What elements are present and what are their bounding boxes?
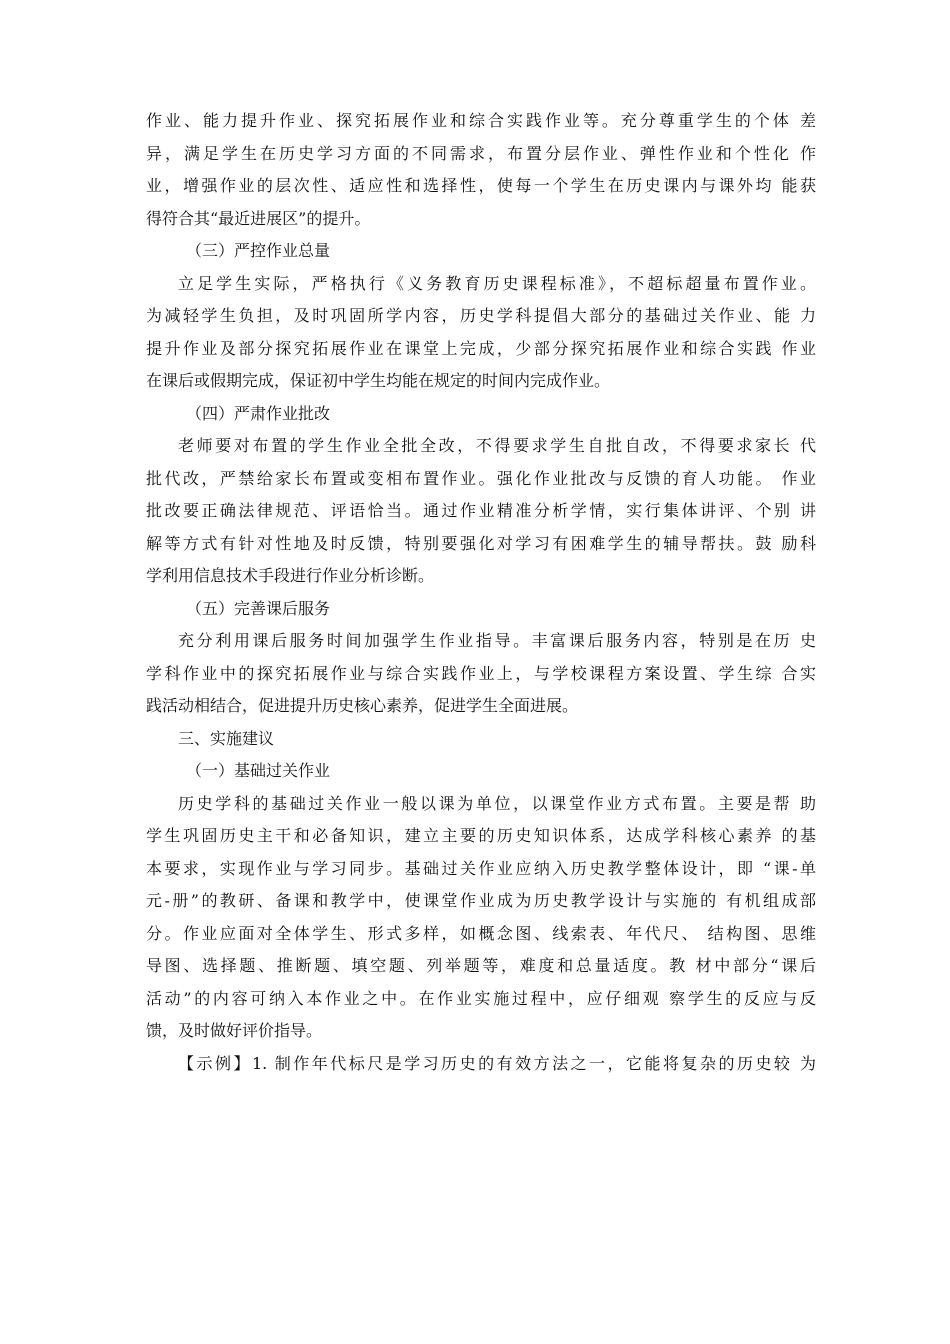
text-line: 元-册”的教研、备课和教学中，使课堂作业成为历史教学设计与实施的 有机组成部 <box>146 891 816 910</box>
text-line: 学生巩固历史主干和必备知识，建立主要的历史知识体系，达成学科核心素养 的基 <box>146 826 816 845</box>
text-line: 践活动相结合，促进提升历史核心素养，促进学生全面进展。 <box>146 696 579 715</box>
text-line: 为减轻学生负担，及时巩固所学内容，历史学科提倡大部分的基础过关作业、能 力 <box>146 306 816 325</box>
text-line: （一）基础过关作业 <box>186 761 331 780</box>
text-line: 历史学科的基础过关作业一般以课为单位，以课堂作业方式布置。主要是帮 助 <box>178 793 816 813</box>
text-line: 导图、选择题、推断题、填空题、列举题等，难度和总量适度。教 材中部分“课后 <box>146 956 816 975</box>
text-line: 解等方式有针对性地及时反馈，特别要强化对学习有困难学生的辅导帮扶。鼓 励科 <box>146 533 816 553</box>
text-line: （三）严控作业总量 <box>186 241 331 260</box>
text-line: 批改要正确法律规范、评语恰当。通过作业精准分析学情，实行集体讲评、个别 讲 <box>146 501 816 520</box>
text-line: 三、实施建议 <box>178 728 275 748</box>
text-line: 本要求，实现作业与学习同步。基础过关作业应纳入历史教学整体设计，即 “课-单 <box>146 858 816 878</box>
text-line: 立足学生实际，严格执行《义务教育历史课程标准》，不超标超量布置作业。 <box>178 273 816 293</box>
text-line: 学利用信息技术手段进行作业分析诊断。 <box>146 566 435 585</box>
text-line: 学科作业中的探究拓展作业与综合实践作业上，与学校课程方案设置、学生综 合实 <box>146 663 816 683</box>
text-line: 【示例】1. 制作年代标尺是学习历史的有效方法之一，它能将复杂的历史较 为 <box>178 1053 816 1073</box>
text-line: （四）严肃作业批改 <box>186 403 331 423</box>
text-line: 老师要对布置的学生作业全批全改，不得要求学生自批自改，不得要求家长 代 <box>178 436 816 455</box>
document-page <box>146 105 816 1080</box>
text-line: 得符合其“最近进展区”的提升。 <box>146 208 371 228</box>
text-line: （五）完善课后服务 <box>186 598 331 618</box>
text-line: 馈，及时做好评价指导。 <box>146 1021 323 1040</box>
text-line: 作业、能力提升作业、探究拓展作业和综合实践作业等。充分尊重学生的个体 差 <box>146 111 816 130</box>
text-line: 活动”的内容可纳入本作业之中。在作业实施过程中，应仔细观 察学生的反应与反 <box>146 988 816 1008</box>
text-line: 充分利用课后服务时间加强学生作业指导。丰富课后服务内容，特别是在历 史 <box>178 631 816 650</box>
text-line: 提升作业及部分探究拓展作业在课堂上完成，少部分探究拓展作业和综合实践 作业 <box>146 338 816 358</box>
text-line: 业，增强作业的层次性、适应性和选择性，使每一个学生在历史课内与课外均 能获 <box>146 176 816 195</box>
text-line: 批代改，严禁给家长布置或变相布置作业。强化作业批改与反馈的育人功能。 作业 <box>146 468 816 488</box>
text-line: 异，满足学生在历史学习方面的不同需求，布置分层作业、弹性作业和个性化 作 <box>146 143 816 163</box>
text-line: 在课后或假期完成，保证初中学生均能在规定的时间内完成作业。 <box>146 371 611 390</box>
text-line: 分。作业应面对全体学生、形式多样，如概念图、线索表、年代尺、 结构图、思维 <box>146 923 816 943</box>
